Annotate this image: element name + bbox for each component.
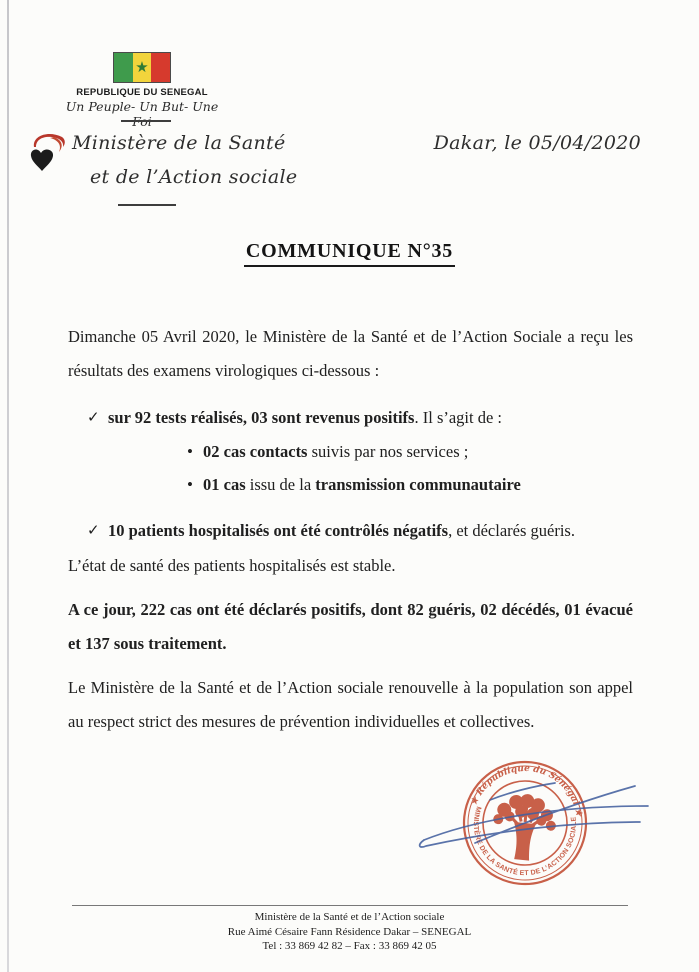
check-icon: ✓ <box>87 523 100 539</box>
signature-strokes <box>395 770 680 860</box>
text-segment: sur 92 tests réalisés, 03 sont revenus positifs <box>108 408 415 427</box>
bullet-icon: • <box>187 442 193 461</box>
footer-rule <box>72 905 628 906</box>
text-segment: suivis par nos services ; <box>307 442 469 461</box>
check-item <box>68 402 633 434</box>
text-segment: 02 cas contacts <box>203 442 308 461</box>
ministry-name-line2: et de l’Action sociale <box>90 166 298 188</box>
bullet-item <box>68 436 633 468</box>
footer-address: Rue Aimé Césaire Fann Résidence Dakar – SENEGAL <box>227 925 472 938</box>
stamp-top-text: ★ République du Sénégal ★ <box>469 763 584 818</box>
national-motto: Un Peuple- Un But- Une Foi <box>65 99 219 129</box>
bullet-item <box>68 469 633 501</box>
senegal-flag-icon <box>113 52 171 83</box>
text-segment: transmission communautaire <box>315 475 521 494</box>
text-segment: . Il s’agit de : <box>414 408 503 427</box>
body-paragraph <box>68 320 633 388</box>
text-segment: 01 cas <box>203 475 246 494</box>
text-segment: issu de la <box>245 475 316 494</box>
text-segment: L’état de santé des patients hospitalisés est stable. <box>68 556 396 575</box>
check-icon: ✓ <box>87 410 100 426</box>
ministry-logo-icon <box>28 131 68 181</box>
text-segment: Le Ministère de la Santé et de l’Action sociale renouvelle à la population son appel au respect strict des mesures de prévention individuelles et collectives. <box>68 678 633 731</box>
divider-rule-top <box>121 120 171 122</box>
body-content <box>68 320 633 749</box>
footer-phone: Tel : 33 869 42 82 – Fax : 33 869 42 05 <box>262 940 437 952</box>
footer <box>0 910 699 954</box>
body-paragraph <box>68 593 633 661</box>
text-segment: A ce jour, 222 cas ont été déclarés positifs, dont 82 guéris, 02 décédés, 01 évacué et 137 sous traitement. <box>68 600 633 653</box>
republic-label: REPUBLIQUE DU SENEGAL <box>76 87 208 98</box>
check-item <box>68 515 633 547</box>
body-paragraph <box>68 671 633 739</box>
footer-ministry: Ministère de la Santé et de l’Action sociale <box>254 911 445 923</box>
text-segment: , et déclarés guéris. <box>448 521 575 540</box>
stamp-ring-text: MINISTÈRE DE LA SANTÉ ET DE L’ACTION SOCIALE <box>471 805 578 878</box>
ministry-name-line1: Ministère de la Santé <box>72 132 286 154</box>
body-paragraph <box>68 549 633 583</box>
bullet-icon: • <box>187 475 193 494</box>
dateline: Dakar, le 05/04/2020 <box>433 132 641 154</box>
flag-star-icon: ★ <box>135 57 149 76</box>
document-title: COMMUNIQUE N°35 <box>244 240 455 267</box>
document-title-wrap <box>0 240 699 263</box>
text-segment: Dimanche 05 Avril 2020, le Ministère de la Santé et de l’Action Sociale a reçu les résultats des examens virologiques ci-dessous : <box>68 327 633 380</box>
text-segment: 10 patients hospitalisés ont été contrôlés négatifs <box>108 521 449 540</box>
republic-block <box>62 52 222 129</box>
scan-edge-line <box>7 0 9 972</box>
divider-rule-bottom <box>118 204 176 206</box>
